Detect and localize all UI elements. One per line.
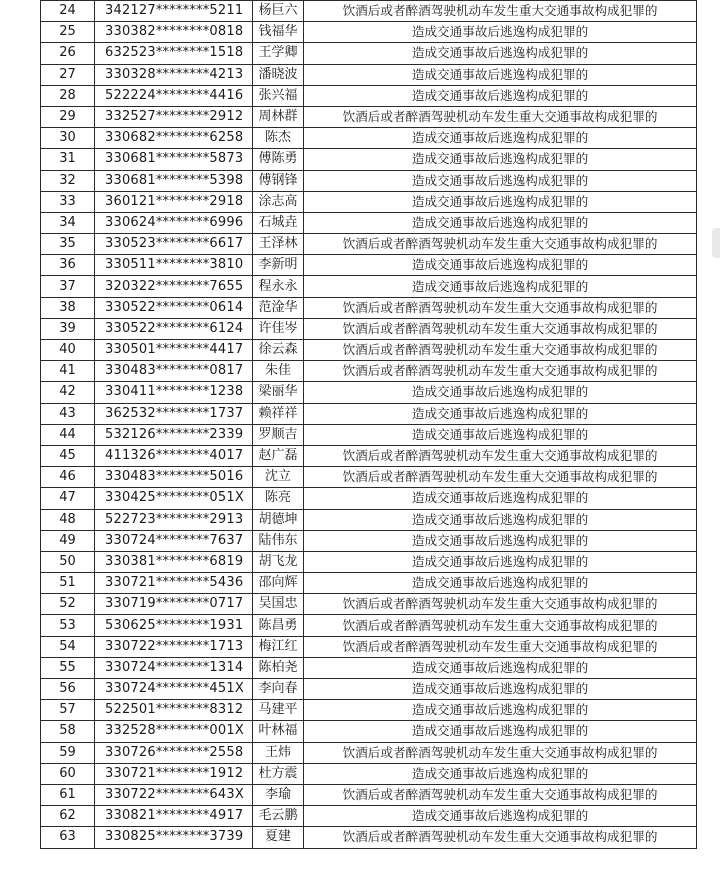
person-name: 沈立	[253, 467, 304, 488]
table-row	[41, 594, 697, 615]
violation-reason: 造成交通事故后逃逸构成犯罪的	[304, 85, 697, 106]
id-number: 330724********451X	[95, 679, 253, 700]
row-number: 54	[41, 636, 95, 657]
id-number: 330721********1912	[95, 763, 253, 784]
person-name: 胡飞龙	[253, 551, 304, 572]
table-row	[41, 255, 697, 276]
person-name: 陈柏尧	[253, 657, 304, 678]
row-number: 29	[41, 106, 95, 127]
person-name: 梁丽华	[253, 382, 304, 403]
table-row	[41, 149, 697, 170]
person-name: 梅江红	[253, 636, 304, 657]
person-name: 傅钢锋	[253, 170, 304, 191]
violation-reason: 饮酒后或者醉酒驾驶机动车发生重大交通事故构成犯罪的	[304, 467, 697, 488]
table-row	[41, 191, 697, 212]
row-number: 46	[41, 467, 95, 488]
table-row	[41, 382, 697, 403]
violation-reason: 饮酒后或者醉酒驾驶机动车发生重大交通事故构成犯罪的	[304, 636, 697, 657]
table-row	[41, 530, 697, 551]
id-number: 330724********7637	[95, 530, 253, 551]
id-number: 330825********3739	[95, 827, 253, 848]
violation-reason: 造成交通事故后逃逸构成犯罪的	[304, 149, 697, 170]
table-row	[41, 212, 697, 233]
person-name: 杜方震	[253, 763, 304, 784]
id-number: 330726********2558	[95, 742, 253, 763]
row-number: 25	[41, 22, 95, 43]
row-number: 58	[41, 721, 95, 742]
table-row	[41, 445, 697, 466]
violation-reason: 造成交通事故后逃逸构成犯罪的	[304, 128, 697, 149]
row-number: 47	[41, 488, 95, 509]
id-number: 330483********5016	[95, 467, 253, 488]
table-row	[41, 297, 697, 318]
person-name: 涂志高	[253, 191, 304, 212]
scroll-edge-handle[interactable]	[712, 228, 720, 258]
person-name: 李瑜	[253, 784, 304, 805]
id-number: 330425********051X	[95, 488, 253, 509]
violation-reason: 造成交通事故后逃逸构成犯罪的	[304, 382, 697, 403]
person-name: 叶林福	[253, 721, 304, 742]
violation-reason: 造成交通事故后逃逸构成犯罪的	[304, 403, 697, 424]
table-row	[41, 827, 697, 848]
person-name: 邵向辉	[253, 573, 304, 594]
id-number: 332528********001X	[95, 721, 253, 742]
person-name: 程永永	[253, 276, 304, 297]
person-name: 赖祥祥	[253, 403, 304, 424]
table-row	[41, 318, 697, 339]
person-name: 张兴福	[253, 85, 304, 106]
row-number: 63	[41, 827, 95, 848]
table-row	[41, 509, 697, 530]
row-number: 43	[41, 403, 95, 424]
table-row	[41, 340, 697, 361]
person-name: 马建平	[253, 700, 304, 721]
id-number: 411326********4017	[95, 445, 253, 466]
person-name: 石城垚	[253, 212, 304, 233]
id-number: 330681********5873	[95, 149, 253, 170]
table-row	[41, 657, 697, 678]
offender-list-sheet	[40, 0, 692, 849]
violation-reason: 饮酒后或者醉酒驾驶机动车发生重大交通事故构成犯罪的	[304, 361, 697, 382]
row-number: 27	[41, 64, 95, 85]
violation-reason: 造成交通事故后逃逸构成犯罪的	[304, 806, 697, 827]
table-row	[41, 763, 697, 784]
person-name: 罗顺吉	[253, 424, 304, 445]
row-number: 48	[41, 509, 95, 530]
person-name: 毛云鹏	[253, 806, 304, 827]
id-number: 522723********2913	[95, 509, 253, 530]
table-row	[41, 742, 697, 763]
table-row	[41, 784, 697, 805]
person-name: 朱佳	[253, 361, 304, 382]
person-name: 傅陈勇	[253, 149, 304, 170]
person-name: 夏建	[253, 827, 304, 848]
violation-reason: 饮酒后或者醉酒驾驶机动车发生重大交通事故构成犯罪的	[304, 594, 697, 615]
row-number: 41	[41, 361, 95, 382]
person-name: 李向春	[253, 679, 304, 700]
violation-reason: 造成交通事故后逃逸构成犯罪的	[304, 509, 697, 530]
table-row	[41, 106, 697, 127]
violation-reason: 造成交通事故后逃逸构成犯罪的	[304, 530, 697, 551]
row-number: 50	[41, 551, 95, 572]
id-number: 330523********6617	[95, 234, 253, 255]
table-row	[41, 361, 697, 382]
person-name: 王炜	[253, 742, 304, 763]
id-number: 360121********2918	[95, 191, 253, 212]
row-number: 51	[41, 573, 95, 594]
person-name: 李新明	[253, 255, 304, 276]
table-row	[41, 43, 697, 64]
row-number: 57	[41, 700, 95, 721]
table-row	[41, 615, 697, 636]
table-row	[41, 721, 697, 742]
violation-reason: 造成交通事故后逃逸构成犯罪的	[304, 700, 697, 721]
table-row	[41, 636, 697, 657]
violation-reason: 造成交通事故后逃逸构成犯罪的	[304, 551, 697, 572]
id-number: 330522********6124	[95, 318, 253, 339]
id-number: 332527********2912	[95, 106, 253, 127]
id-number: 362532********1737	[95, 403, 253, 424]
id-number: 522224********4416	[95, 85, 253, 106]
violation-reason: 造成交通事故后逃逸构成犯罪的	[304, 573, 697, 594]
id-number: 330522********0614	[95, 297, 253, 318]
table-row	[41, 573, 697, 594]
person-name: 许佳岑	[253, 318, 304, 339]
violation-reason: 饮酒后或者醉酒驾驶机动车发生重大交通事故构成犯罪的	[304, 106, 697, 127]
table-row	[41, 488, 697, 509]
id-number: 530625********1931	[95, 615, 253, 636]
id-number: 330511********3810	[95, 255, 253, 276]
violation-reason: 饮酒后或者醉酒驾驶机动车发生重大交通事故构成犯罪的	[304, 615, 697, 636]
table-row	[41, 1, 697, 22]
violation-reason: 饮酒后或者醉酒驾驶机动车发生重大交通事故构成犯罪的	[304, 784, 697, 805]
row-number: 38	[41, 297, 95, 318]
row-number: 28	[41, 85, 95, 106]
id-number: 342127********5211	[95, 1, 253, 22]
id-number: 330682********6258	[95, 128, 253, 149]
person-name: 陈昌勇	[253, 615, 304, 636]
row-number: 31	[41, 149, 95, 170]
table-row	[41, 551, 697, 572]
table-row	[41, 424, 697, 445]
violation-reason: 造成交通事故后逃逸构成犯罪的	[304, 657, 697, 678]
id-number: 330821********4917	[95, 806, 253, 827]
violation-reason: 饮酒后或者醉酒驾驶机动车发生重大交通事故构成犯罪的	[304, 318, 697, 339]
violation-reason: 造成交通事故后逃逸构成犯罪的	[304, 43, 697, 64]
row-number: 56	[41, 679, 95, 700]
row-number: 32	[41, 170, 95, 191]
id-number: 330381********6819	[95, 551, 253, 572]
id-number: 330722********1713	[95, 636, 253, 657]
id-number: 330722********643X	[95, 784, 253, 805]
person-name: 杨巨六	[253, 1, 304, 22]
id-number: 330724********1314	[95, 657, 253, 678]
id-number: 330624********6996	[95, 212, 253, 233]
id-number: 330501********4417	[95, 340, 253, 361]
violation-reason: 造成交通事故后逃逸构成犯罪的	[304, 276, 697, 297]
row-number: 33	[41, 191, 95, 212]
person-name: 赵广磊	[253, 445, 304, 466]
person-name: 潘晓波	[253, 64, 304, 85]
violation-reason: 饮酒后或者醉酒驾驶机动车发生重大交通事故构成犯罪的	[304, 827, 697, 848]
violation-reason: 饮酒后或者醉酒驾驶机动车发生重大交通事故构成犯罪的	[304, 445, 697, 466]
person-name: 吴国忠	[253, 594, 304, 615]
row-number: 39	[41, 318, 95, 339]
table-row	[41, 234, 697, 255]
person-name: 胡德坤	[253, 509, 304, 530]
id-number: 330328********4213	[95, 64, 253, 85]
id-number: 632523********1518	[95, 43, 253, 64]
row-number: 24	[41, 1, 95, 22]
row-number: 36	[41, 255, 95, 276]
violation-reason: 饮酒后或者醉酒驾驶机动车发生重大交通事故构成犯罪的	[304, 742, 697, 763]
row-number: 55	[41, 657, 95, 678]
person-name: 陆伟东	[253, 530, 304, 551]
person-name: 陈亮	[253, 488, 304, 509]
violation-reason: 造成交通事故后逃逸构成犯罪的	[304, 64, 697, 85]
table-row	[41, 22, 697, 43]
violation-reason: 造成交通事故后逃逸构成犯罪的	[304, 679, 697, 700]
violation-reason: 造成交通事故后逃逸构成犯罪的	[304, 424, 697, 445]
table-row	[41, 806, 697, 827]
row-number: 61	[41, 784, 95, 805]
person-name: 钱福华	[253, 22, 304, 43]
row-number: 42	[41, 382, 95, 403]
id-number: 330483********0817	[95, 361, 253, 382]
row-number: 34	[41, 212, 95, 233]
row-number: 40	[41, 340, 95, 361]
row-number: 30	[41, 128, 95, 149]
person-name: 范淦华	[253, 297, 304, 318]
violation-reason: 造成交通事故后逃逸构成犯罪的	[304, 170, 697, 191]
violation-reason: 造成交通事故后逃逸构成犯罪的	[304, 488, 697, 509]
person-name: 王学卿	[253, 43, 304, 64]
violation-reason: 造成交通事故后逃逸构成犯罪的	[304, 212, 697, 233]
id-number: 330411********1238	[95, 382, 253, 403]
id-number: 330719********0717	[95, 594, 253, 615]
row-number: 44	[41, 424, 95, 445]
violation-reason: 造成交通事故后逃逸构成犯罪的	[304, 763, 697, 784]
table-row	[41, 85, 697, 106]
row-number: 37	[41, 276, 95, 297]
violation-reason: 饮酒后或者醉酒驾驶机动车发生重大交通事故构成犯罪的	[304, 1, 697, 22]
table-row	[41, 467, 697, 488]
id-number: 532126********2339	[95, 424, 253, 445]
violation-reason: 饮酒后或者醉酒驾驶机动车发生重大交通事故构成犯罪的	[304, 234, 697, 255]
row-number: 26	[41, 43, 95, 64]
violation-reason: 造成交通事故后逃逸构成犯罪的	[304, 22, 697, 43]
row-number: 59	[41, 742, 95, 763]
row-number: 49	[41, 530, 95, 551]
table-row	[41, 679, 697, 700]
violation-reason: 造成交通事故后逃逸构成犯罪的	[304, 191, 697, 212]
violation-reason: 造成交通事故后逃逸构成犯罪的	[304, 255, 697, 276]
person-name: 徐云森	[253, 340, 304, 361]
person-name: 陈杰	[253, 128, 304, 149]
table-row	[41, 128, 697, 149]
table-row	[41, 403, 697, 424]
violation-reason: 饮酒后或者醉酒驾驶机动车发生重大交通事故构成犯罪的	[304, 297, 697, 318]
row-number: 53	[41, 615, 95, 636]
row-number: 35	[41, 234, 95, 255]
person-name: 周林群	[253, 106, 304, 127]
id-number: 320322********7655	[95, 276, 253, 297]
table-row	[41, 276, 697, 297]
table-body	[41, 1, 697, 849]
table-row	[41, 64, 697, 85]
id-number: 330382********0818	[95, 22, 253, 43]
id-number: 330681********5398	[95, 170, 253, 191]
row-number: 45	[41, 445, 95, 466]
id-number: 330721********5436	[95, 573, 253, 594]
row-number: 52	[41, 594, 95, 615]
row-number: 62	[41, 806, 95, 827]
table-row	[41, 700, 697, 721]
offender-table	[40, 0, 697, 849]
row-number: 60	[41, 763, 95, 784]
violation-reason: 饮酒后或者醉酒驾驶机动车发生重大交通事故构成犯罪的	[304, 340, 697, 361]
table-row	[41, 170, 697, 191]
id-number: 522501********8312	[95, 700, 253, 721]
person-name: 王泽林	[253, 234, 304, 255]
violation-reason: 造成交通事故后逃逸构成犯罪的	[304, 721, 697, 742]
